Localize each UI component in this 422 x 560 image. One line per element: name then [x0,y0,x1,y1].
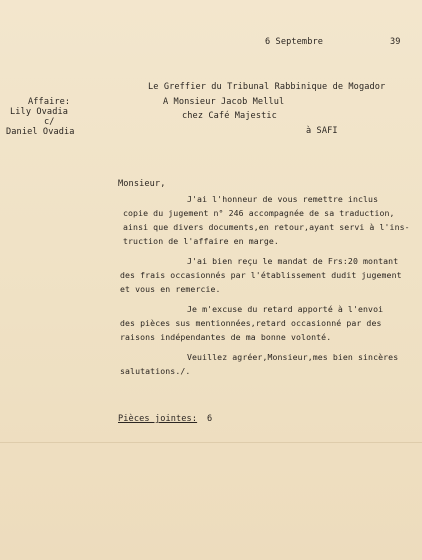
case-label: Affaire: [28,97,71,107]
salutation: Monsieur, [118,179,166,189]
letter-date: 6 Septembre [265,37,324,47]
paragraph-1-line-3: ainsi que divers documents,en retour,ayant servi à l'ins- [123,222,410,232]
paragraph-1-line-1: J'ai l'honneur de vous remettre inclus [187,194,379,204]
case-party-2: Daniel Ovadia [6,127,75,137]
sender-line: Le Greffier du Tribunal Rabbinique de Mogador [148,82,386,92]
paragraph-2-line-3: et vous en remercie. [120,284,221,294]
recipient-line-3: à SAFI [306,126,338,136]
paper-crease [0,442,422,443]
paragraph-4-line-2: salutations./. [120,366,191,376]
page-number: 39 [390,37,401,47]
recipient-line-1: A Monsieur Jacob Mellul [163,97,285,107]
paragraph-1-line-4: truction de l'affaire en marge. [123,236,279,246]
paragraph-3-line-2: des pièces sus mentionnées,retard occasionné par des [120,318,382,328]
paragraph-3-line-1: Je m'excuse du retard apporté à l'envoi [187,304,384,314]
paragraph-4-line-1: Veuillez agréer,Monsieur,mes bien sincères [187,352,399,362]
paragraph-1-line-2: copie du jugement n° 246 accompagnée de sa traduction, [123,208,395,218]
enclosures-count: 6 [207,414,213,424]
case-party-1: Lily Ovadia [10,107,69,117]
enclosures-label: Pièces jointes: [118,414,198,424]
paragraph-2-line-1: J'ai bien reçu le mandat de Frs:20 montant [187,256,399,266]
paragraph-3-line-3: raisons indépendantes de ma bonne volonté. [120,332,332,342]
recipient-line-2: chez Café Majestic [182,111,277,121]
paragraph-2-line-2: des frais occasionnés par l'établissement dudit jugement [120,270,402,280]
case-separator: c/ [44,117,55,127]
